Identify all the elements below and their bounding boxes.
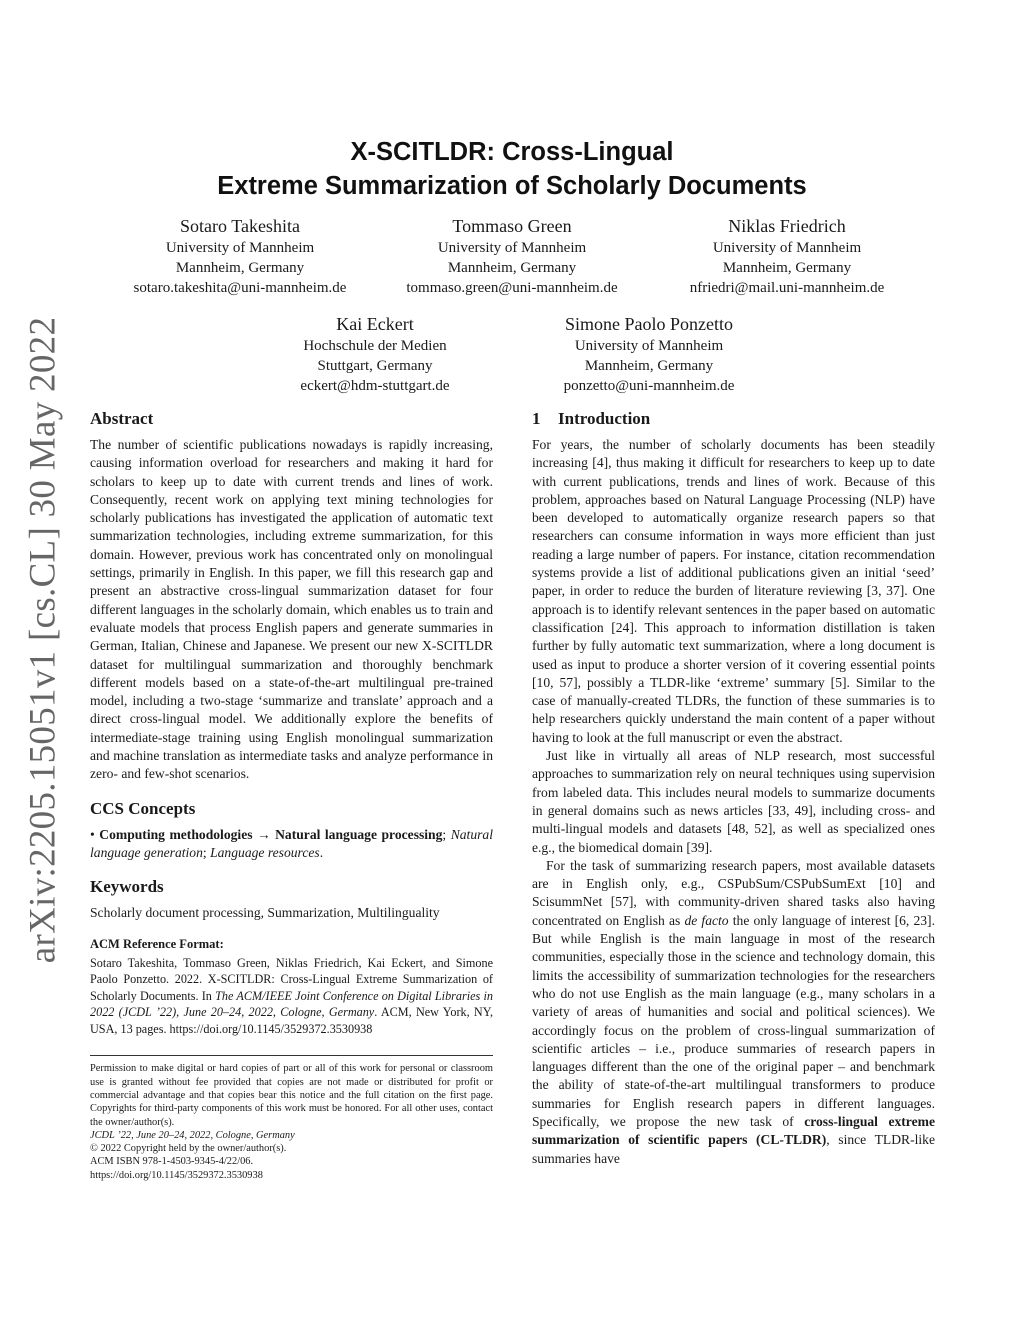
- ccs-separator: ;: [442, 826, 447, 842]
- acm-reference-publisher: . ACM, New York, NY, USA, 13 pages. https://doi.org/10.1145/3529372.3530938: [90, 1005, 493, 1036]
- right-column: [532, 408, 935, 1168]
- author-email[interactable]: tommaso.green@uni-mannheim.de: [406, 280, 618, 296]
- acm-reference-citation: Sotaro Takeshita, Tommaso Green, Niklas Friedrich, Kai Eckert, and Simone Paolo Ponzetto. 2022. X-SCITLDR: Cross-Lingual Extreme Summarization of Scholarly Documents. In: [90, 955, 493, 1003]
- ccs-term: Natural language generation: [90, 826, 493, 860]
- introduction-heading: [532, 408, 935, 430]
- keywords-heading: Keywords: [90, 877, 164, 897]
- author-name: Simone Paolo Ponzetto: [565, 314, 733, 334]
- author-email[interactable]: eckert@hdm-stuttgart.de: [300, 378, 450, 394]
- abstract-heading: Abstract: [90, 409, 154, 428]
- author-location: Stuttgart, Germany: [317, 358, 433, 374]
- doi-link[interactable]: https://doi.org/10.1145/3529372.3530938: [90, 1169, 263, 1181]
- author-location: Mannheim, Germany: [722, 260, 852, 276]
- author-block: [225, 313, 525, 396]
- keywords-text: Scholarly document processing, Summarization, Multilinguality: [90, 905, 440, 921]
- author-name: Niklas Friedrich: [728, 216, 846, 236]
- ccs-term: Computing methodologies: [99, 826, 253, 842]
- paper-title: [0, 135, 1024, 203]
- author-location: Mannheim, Germany: [447, 260, 577, 276]
- author-location: Mannheim, Germany: [584, 358, 714, 374]
- arxiv-identifier: arXiv:2205.15051v1 [cs.CL] 30 May 2022: [22, 316, 64, 964]
- author-affiliation: University of Mannheim: [574, 338, 724, 354]
- copyright-notice: © 2022 Copyright held by the owner/author(s).: [90, 1143, 287, 1155]
- title-line-2: Extreme Summarization of Scholarly Documents: [217, 172, 807, 200]
- abstract-text: The number of scientific publications nowadays is rapidly increasing, causing information overload for researchers and making it hard for scholars to keep up to date with current trends and lines of work. Consequently, recent work on applying text mining technologies for scholarly publications has investigated the application of automatic text summarization technologies, including extreme summarization, for this domain. However, previous work has concentrated only on monolingual settings, primarily in English. In this paper, we fill this research gap and present an abstractive cross-lingual summarization dataset for four different languages in the scholarly domain, which enables us to train and evaluate models that process English papers and generate summaries in German, Italian, Chinese and Japanese. We present our new X-SCITLDR dataset for multilingual summarization and thoroughly benchmark different models based on a state-of-the-art multilingual pre-trained model, including a two-stage ‘summarize and translate’ approach and a direct cross-lingual model. We additionally explore the benefits of intermediate-stage training using English monolingual summarization and machine translation as intermediate tasks and analyze performance in zero- and few-shot scenarios.: [90, 437, 493, 782]
- ccs-arrow: →: [257, 826, 271, 842]
- author-location: Mannheim, Germany: [175, 260, 305, 276]
- intro-text: , since TLDR-like summaries have: [532, 1132, 935, 1166]
- intro-text: For the task of summarizing research papers, most available datasets are in English only, e.g., CSPubSum/CSPubSumExt [10] and ScisummNet [57], with community-driven shared tasks also having concentrated on English as: [532, 857, 935, 928]
- intro-paragraph: For years, the number of scholarly documents has been steadily increasing [4], thus making it difficult for researchers to keep up to date with current publications, trends and lines of work. Because of this problem, approaches based on Natural Language Processing (NLP) have been developed to automatically organize research papers so that researchers can consume information in ways more efficient than just reading a large number of papers. For instance, citation recommendation systems provide a list of additional publications given an initial ‘seed’ paper, in order to reduce the burden of literature reviewing [3, 37]. One approach is to identify relevant sentences in the paper based on automatic classification [24]. This approach to information distillation is taken further by fully automatic text summarization, where a long document is used as input to produce a shorter version of it covering essential points [10, 57], possibly a TLDR-like ‘extreme’ summary [5]. Similar to the case of manually-created TLDRs, the function of these summaries is to help researchers quickly understand the main content of a paper without having to look at the full manuscript or even the abstract.: [532, 437, 935, 745]
- acm-reference-venue: The ACM/IEEE Joint Conference on Digital Libraries in 2022 (JCDL ’22), June 20–24, 2022, Cologne, Germany: [90, 988, 493, 1020]
- section-title: Introduction: [558, 409, 651, 428]
- author-name: Sotaro Takeshita: [180, 216, 300, 236]
- ccs-concepts: [90, 826, 493, 863]
- author-affiliation: University of Mannheim: [437, 240, 587, 256]
- author-name: Kai Eckert: [336, 314, 414, 334]
- author-email[interactable]: sotaro.takeshita@uni-mannheim.de: [133, 280, 347, 296]
- intro-emphasis: de facto: [684, 912, 729, 928]
- ccs-end: .: [319, 844, 324, 860]
- intro-task-name: cross-lingual extreme summarization of scientific papers (CL-TLDR): [532, 1113, 935, 1148]
- acm-reference-heading: ACM Reference Format:: [90, 936, 224, 951]
- title-line-1: X-SCITLDR: Cross-Lingual: [350, 138, 674, 166]
- ccs-bullet: •: [90, 826, 95, 842]
- author-block: [362, 215, 662, 298]
- author-block: [90, 215, 390, 298]
- ccs-separator: ;: [202, 844, 207, 860]
- author-block: [499, 313, 799, 396]
- intro-paragraph: Just like in virtually all areas of NLP research, most successful approaches to summarization rely on neural techniques using supervision from labeled data. This includes neural models to summarize documents in general domains such as news articles [33, 49], including cross- and multi-lingual models and datasets [48, 52], as well as specialized ones e.g., the biomedical domain [39].: [532, 748, 935, 855]
- author-affiliation: Hochschule der Medien: [303, 338, 447, 354]
- author-name: Tommaso Green: [452, 216, 572, 236]
- intro-paragraph: [532, 857, 935, 1168]
- intro-text: the only language of interest [6, 23]. But while English is the main language in most of the research communities, especially those in the science and technology domain, this limits the accessibility of summarization technologies for the researchers who do not use English as the main language (e.g., many scholars in a variety of areas of humanities and social and political sciences). We accordingly focus on the problem of cross-lingual summarization of scientific articles – i.e., produce summaries of research papers in languages different than the one of the original paper – and benchmark the ability of state-of-the-art multilingual transformers to produce summaries for English research papers in different languages. Specifically, we propose the new task of: [532, 912, 935, 1129]
- ccs-heading: CCS Concepts: [90, 798, 196, 818]
- left-column: [90, 408, 493, 1182]
- isbn: ACM ISBN 978-1-4503-9345-4/22/06.: [90, 1156, 254, 1168]
- author-affiliation: University of Mannheim: [165, 240, 315, 256]
- permission-notice: Permission to make digital or hard copies of part or all of this work for personal or classroom use is granted without fee provided that copies are not made or distributed for profit or commercial advantage and that copies bear this notice and the full citation on the first page. Copyrights for third-party components of this work must be honored. For all other uses, contact the owner/author(s).: [90, 1063, 493, 1128]
- conference-info: JCDL ’22, June 20–24, 2022, Cologne, Germany: [90, 1129, 295, 1141]
- ccs-term: Natural language processing: [275, 826, 443, 842]
- section-number: 1: [532, 409, 541, 428]
- author-affiliation: University of Mannheim: [712, 240, 862, 256]
- author-block: [637, 215, 937, 298]
- footnote-divider: [90, 1055, 493, 1056]
- ccs-term: Language resources: [210, 844, 320, 860]
- author-email[interactable]: nfriedri@mail.uni-mannheim.de: [689, 280, 885, 296]
- acm-reference-text: [90, 955, 493, 1038]
- author-email[interactable]: ponzetto@uni-mannheim.de: [563, 378, 735, 394]
